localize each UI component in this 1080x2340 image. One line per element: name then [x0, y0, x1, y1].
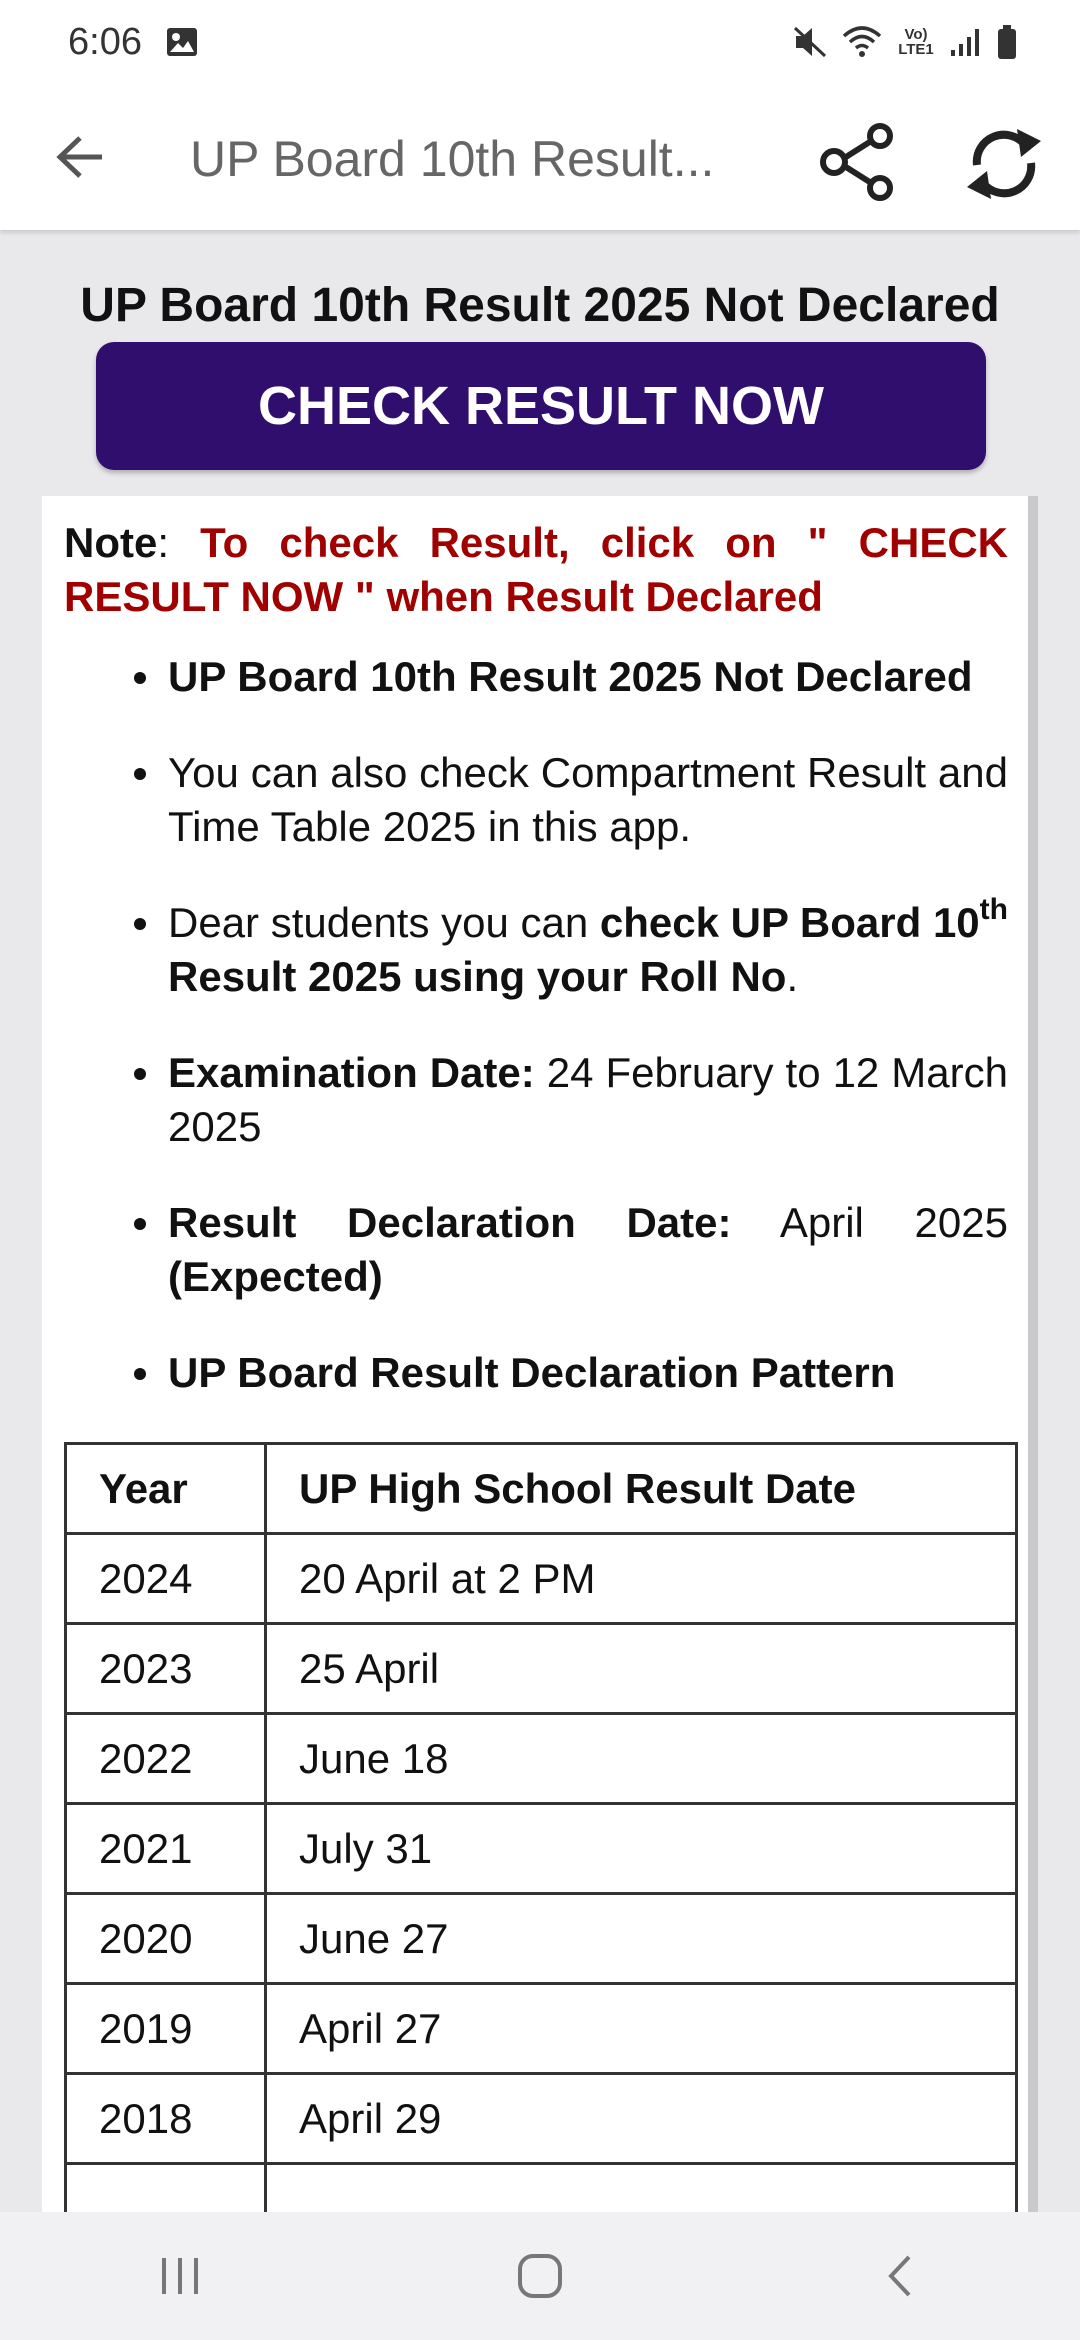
result-date-table — [64, 1442, 1018, 2212]
info-card — [42, 496, 1038, 2212]
table-header-row — [66, 1444, 1017, 1534]
table-row — [66, 1534, 1017, 1624]
note-text: To check Result, click on " CHECK RESULT NOW " when Result Declared — [64, 519, 1008, 620]
point-roll-prefix: Dear students you can — [168, 899, 600, 946]
recent-apps-icon — [158, 2256, 202, 2296]
year-cell: 2020 — [66, 1894, 266, 1984]
point-compartment: You can also check Compartment Result and Time Table 2025 in this app. — [168, 749, 1008, 850]
point-roll-sup: th — [979, 893, 1008, 926]
table-row — [66, 1804, 1017, 1894]
signal-icon — [950, 26, 982, 58]
declaration-date-expected: (Expected) — [168, 1253, 383, 1300]
back-chevron-icon — [885, 2253, 915, 2299]
point-not-declared: UP Board 10th Result 2025 Not Declared — [168, 653, 973, 700]
note-label: Note — [64, 519, 158, 566]
recent-apps-button[interactable] — [120, 2226, 240, 2326]
wifi-calling-icon — [842, 24, 882, 60]
page-heading: UP Board 10th Result 2025 Not Declared — [80, 279, 1000, 332]
result-date-cell: June 18 — [266, 1714, 1017, 1804]
year-cell: 2018 — [66, 2074, 266, 2164]
info-list — [64, 650, 1008, 1400]
list-item — [168, 893, 1008, 1004]
share-icon — [818, 122, 898, 202]
status-bar — [0, 0, 1080, 84]
note-paragraph — [64, 516, 1008, 624]
point-roll-bold-a: check UP Board 10 — [599, 899, 980, 946]
arrow-left-icon — [56, 135, 106, 179]
result-date-cell: 25 April — [266, 1624, 1017, 1714]
home-button[interactable] — [480, 2226, 600, 2326]
exam-date-value: 24 February to 12 March 2025 — [168, 1049, 1008, 1150]
app-title: UP Board 10th Result... — [190, 131, 715, 187]
result-date-cell: 20 April at 2 PM — [266, 1534, 1017, 1624]
exam-date-label: Examination Date: — [168, 1049, 535, 1096]
year-cell — [66, 2164, 266, 2213]
table-row — [66, 1984, 1017, 2074]
status-bar-right — [792, 24, 1018, 60]
app-bar — [0, 84, 1080, 230]
refresh-icon — [961, 121, 1047, 207]
point-roll-suffix: . — [786, 953, 799, 1000]
year-cell: 2019 — [66, 1984, 266, 2074]
status-time: 6:06 — [68, 20, 142, 63]
share-button[interactable] — [808, 112, 908, 212]
result-date-cell: July 31 — [266, 1804, 1017, 1894]
back-nav-button[interactable] — [840, 2226, 960, 2326]
main-content — [0, 232, 1080, 2212]
back-button[interactable] — [36, 112, 126, 202]
result-date-cell: April 29 — [266, 2074, 1017, 2164]
list-item — [168, 746, 1008, 854]
table-row — [66, 2164, 1017, 2213]
gallery-icon — [166, 27, 198, 57]
table-row — [66, 1624, 1017, 1714]
system-nav-bar — [0, 2212, 1080, 2340]
list-item — [168, 650, 1008, 704]
list-item — [168, 1196, 1008, 1304]
point-pattern: UP Board Result Declaration Pattern — [168, 1349, 896, 1396]
result-date-cell: June 27 — [266, 1894, 1017, 1984]
column-header-result-date: UP High School Result Date — [266, 1444, 1017, 1534]
year-cell: 2022 — [66, 1714, 266, 1804]
result-date-cell — [266, 2164, 1017, 2213]
result-date-cell: April 27 — [266, 1984, 1017, 2074]
year-cell: 2024 — [66, 1534, 266, 1624]
list-item — [168, 1346, 1008, 1400]
point-roll-bold-b: Result 2025 using your Roll No — [168, 953, 787, 1000]
battery-icon — [996, 24, 1018, 60]
home-icon — [517, 2253, 563, 2299]
check-result-now-button[interactable]: CHECK RESULT NOW — [96, 342, 986, 470]
table-row — [66, 1714, 1017, 1804]
year-cell: 2021 — [66, 1804, 266, 1894]
note-colon: : — [157, 519, 170, 566]
declaration-date-label: Result Declaration Date: — [168, 1199, 732, 1246]
list-item — [168, 1046, 1008, 1154]
table-row — [66, 1894, 1017, 1984]
year-cell: 2023 — [66, 1624, 266, 1714]
declaration-date-value: April 2025 — [731, 1199, 1008, 1246]
table-row — [66, 2074, 1017, 2164]
volte-lte-icon: Vo) LTE1 — [898, 26, 934, 58]
status-bar-left — [68, 21, 198, 64]
column-header-year: Year — [66, 1444, 266, 1534]
mute-vibrate-icon — [792, 24, 828, 60]
refresh-button[interactable] — [952, 112, 1056, 216]
